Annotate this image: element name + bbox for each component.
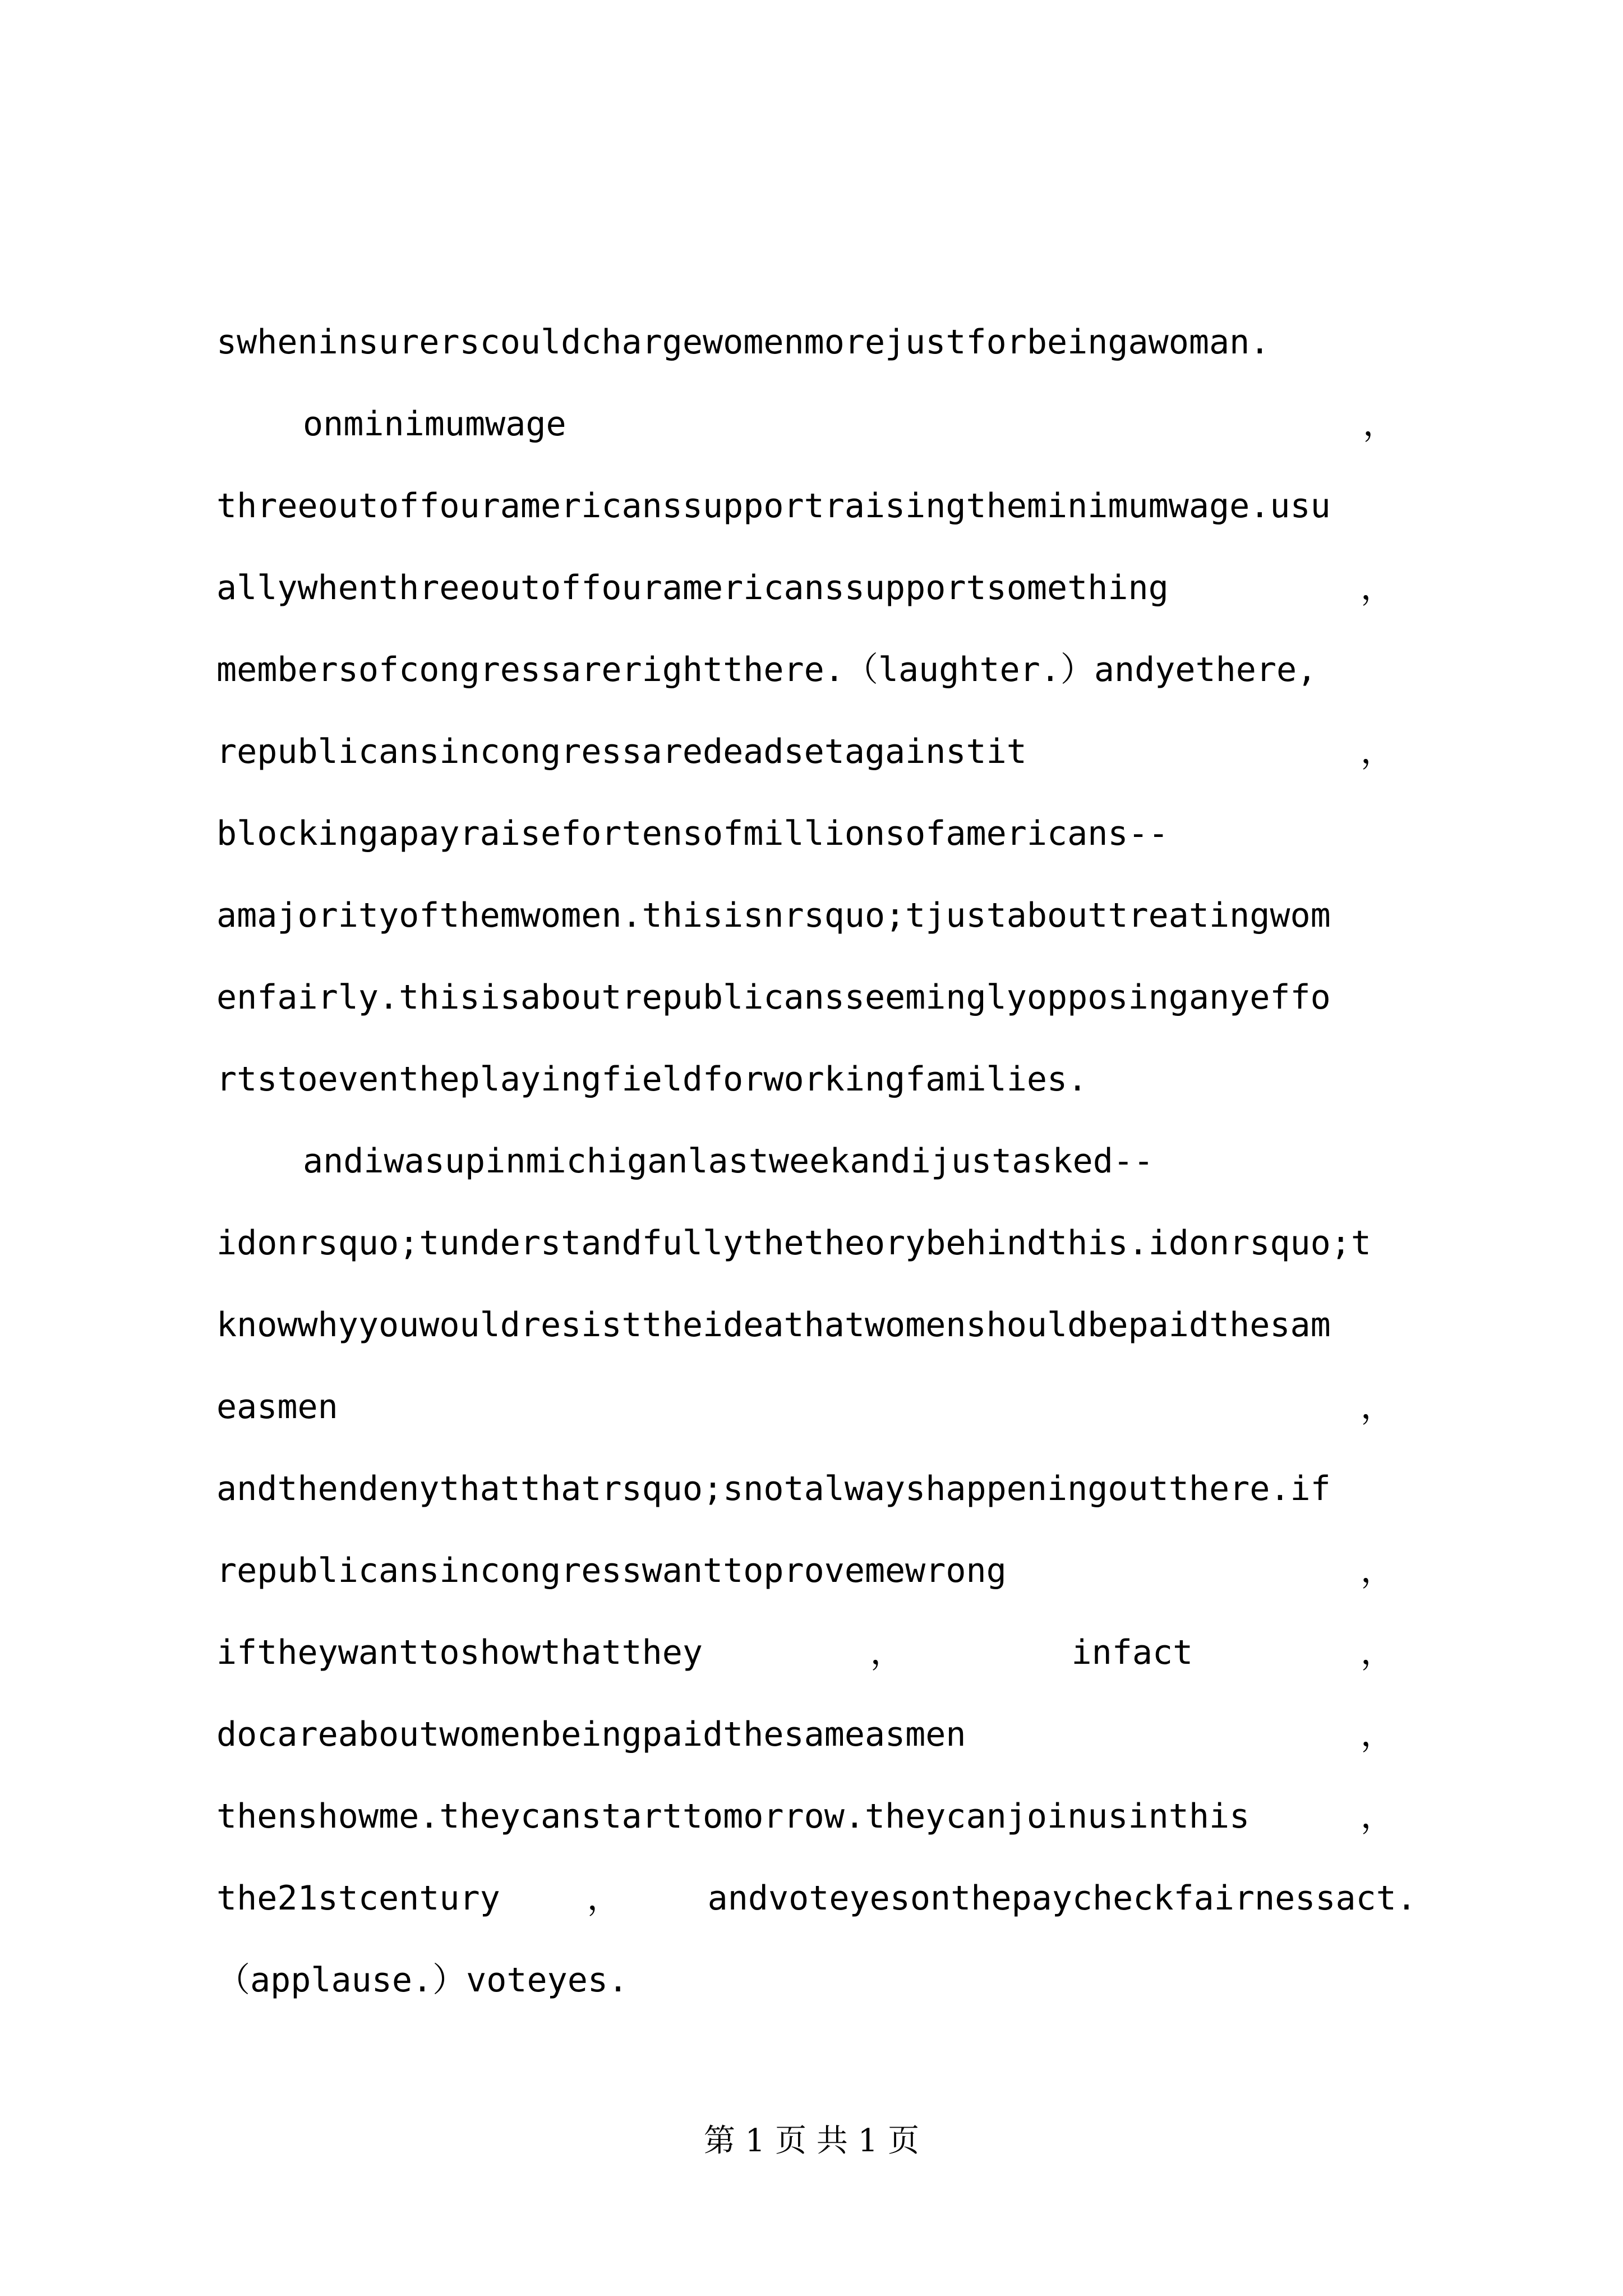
text-line <box>216 1775 1394 1857</box>
line-text: easmen <box>216 1387 338 1427</box>
text-line <box>216 1530 1394 1612</box>
line-text: threeoutoffouramericanssupportraisingtheminimumwage.usu <box>216 486 1331 526</box>
line-text: membersofcongressarerightthere.（laughter.）andyethere, <box>216 650 1317 689</box>
text-line <box>216 1284 1450 1366</box>
text-line <box>216 301 1450 383</box>
line-comma: ， <box>1361 1715 1394 1754</box>
text-line <box>216 711 1394 793</box>
line-text: allywhenthreeoutoffouramericanssupportsomething <box>216 568 1169 608</box>
line-text: infact <box>1071 1633 1193 1672</box>
line-text: republicansincongresswanttoprovemewrong <box>216 1551 1007 1590</box>
line-text: swheninsurerscouldchargewomenmorejustforbeingawoman. <box>216 323 1270 362</box>
line-text: docareaboutwomenbeingpaidthesameasmen <box>216 1715 966 1754</box>
line-comma: ， <box>1361 732 1394 771</box>
line-text: onminimumwage <box>303 404 566 444</box>
line-comma: ， <box>1361 1797 1394 1836</box>
text-line <box>216 793 1450 875</box>
text-line <box>216 1694 1394 1775</box>
text-line <box>216 875 1450 956</box>
line-text: republicansincongressaredeadsetagainstit <box>216 732 1027 771</box>
line-text: （applause.）voteyes. <box>216 1961 629 2000</box>
line-text: andthendenythatthatrsquo;snotalwayshappeningoutthere.if <box>216 1469 1331 1508</box>
text-line <box>216 629 1450 711</box>
text-line <box>216 1038 1450 1120</box>
line-text: knowwhyyouwouldresisttheideathatwomenshouldbepaidthesam <box>216 1305 1331 1345</box>
line-comma: ， <box>1361 568 1394 608</box>
text-line <box>216 956 1450 1038</box>
line-comma: ， <box>1363 404 1396 444</box>
line-text: idonrsquo;tunderstandfullythetheorybehindthis.idonrsquo;t <box>216 1223 1372 1263</box>
text-line <box>216 547 1394 629</box>
text-line <box>303 383 1396 465</box>
line-comma: ， <box>1361 1551 1394 1590</box>
line-text: iftheywanttoshowthatthey <box>216 1633 703 1672</box>
line-text: amajorityofthemwomen.thisisnrsquo;tjustabouttreatingwom <box>216 896 1331 935</box>
page-footer: 第 1 页 共 1 页 <box>703 2123 920 2159</box>
text-line <box>216 1202 1450 1284</box>
text-line <box>216 1612 1394 1694</box>
line-text: rtstoeventheplayingfieldforworkingfamilies. <box>216 1060 1088 1099</box>
line-text: andiwasupinmichiganlastweekandijustasked-- <box>303 1142 1154 1181</box>
line-text: blockingapayraisefortensofmillionsofamericans-- <box>216 814 1169 853</box>
line-text: enfairly.thisisaboutrepublicansseeminglyopposinganyeffo <box>216 978 1331 1017</box>
text-line <box>303 1120 1537 1202</box>
text-line <box>216 1366 1394 1448</box>
line-text: andvoteyesonthepaycheckfairnessact. <box>707 1879 1417 1918</box>
text-line <box>216 1857 1417 1939</box>
line-comma: ， <box>587 1879 621 1918</box>
text-line <box>216 465 1450 547</box>
line-comma: ， <box>1361 1633 1394 1672</box>
text-line <box>216 1939 1450 2021</box>
line-comma: ， <box>870 1633 904 1672</box>
line-text: thenshowme.theycanstarttomorrow.theycanjoinusinthis <box>216 1797 1250 1836</box>
text-line <box>216 1448 1450 1530</box>
line-comma: ， <box>1361 1387 1394 1427</box>
line-text: the21stcentury <box>216 1879 500 1918</box>
